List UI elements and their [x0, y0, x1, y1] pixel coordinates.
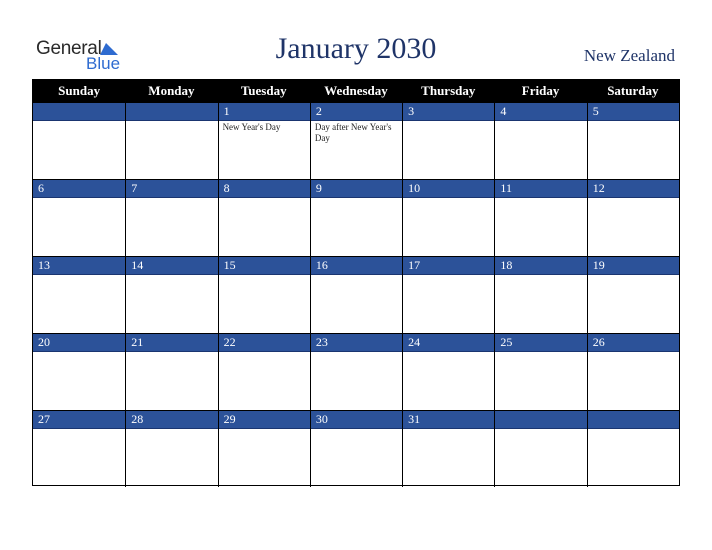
day-number: 31: [408, 412, 421, 426]
day-cell: [402, 410, 494, 487]
day-cell: [587, 410, 679, 487]
day-number-band: [219, 411, 310, 429]
day-cell: [125, 333, 217, 410]
weekday-saturday: Saturday: [607, 83, 659, 98]
day-cell: [33, 410, 125, 487]
day-cell: [587, 179, 679, 256]
day-number-band: [33, 411, 125, 429]
day-number: 23: [315, 335, 328, 349]
day-cell: [402, 179, 494, 256]
calendar-grid: [32, 79, 680, 486]
day-number-band: [126, 411, 217, 429]
day-number: 6: [38, 181, 44, 195]
day-number: 4: [500, 104, 507, 118]
day-number-band: [126, 103, 217, 121]
day-number-band: [588, 257, 679, 275]
weeks-container: [33, 102, 679, 487]
logo-word-blue: Blue: [86, 54, 121, 73]
day-cell: [218, 410, 310, 487]
day-number: 22: [223, 335, 236, 349]
day-number-band: [588, 180, 679, 198]
day-cell: [218, 179, 310, 256]
day-number: 18: [500, 258, 513, 272]
weekday-header: [33, 80, 679, 102]
day-cell: [125, 179, 217, 256]
weekday-thursday: Thursday: [421, 83, 476, 98]
day-number-band: [33, 257, 125, 275]
weekday-wednesday: Wednesday: [324, 83, 388, 98]
week-row: [33, 410, 679, 487]
day-number: 28: [131, 412, 144, 426]
day-number-band: [219, 180, 310, 198]
day-number-band: [403, 257, 494, 275]
day-cell: [218, 102, 310, 179]
day-number-band: [495, 103, 586, 121]
weekday-tuesday: Tuesday: [240, 83, 287, 98]
day-cell: [310, 179, 402, 256]
holiday-label: Day after New Year's Day: [314, 122, 392, 143]
week-row: [33, 333, 679, 410]
day-number: 11: [500, 181, 512, 195]
day-number-band: [311, 411, 402, 429]
day-cell: [587, 102, 679, 179]
day-number: 5: [592, 104, 599, 118]
day-number-band: [126, 334, 217, 352]
holiday-label: New Year's Day: [222, 122, 281, 132]
week-row: [33, 179, 679, 256]
country-label: New Zealand: [583, 46, 675, 65]
day-cell: [125, 410, 217, 487]
day-number: 20: [38, 335, 50, 349]
day-number-band: [33, 103, 125, 121]
day-cell: [310, 102, 402, 179]
day-number-band: [311, 180, 402, 198]
day-number: 7: [131, 181, 138, 195]
day-number: 14: [131, 258, 144, 272]
day-number-band: [495, 257, 586, 275]
calendar-title: January 2030: [275, 32, 437, 65]
weekday-monday: Monday: [148, 83, 195, 98]
day-number: 15: [223, 258, 236, 272]
day-cell: [494, 410, 586, 487]
day-number: 8: [223, 181, 230, 195]
day-number-band: [588, 411, 679, 429]
day-cell: [402, 333, 494, 410]
day-number-band: [311, 257, 402, 275]
day-cell: [310, 410, 402, 487]
day-number: 3: [408, 104, 415, 118]
day-cell: [33, 333, 125, 410]
day-cell: [33, 102, 125, 179]
day-cell: [218, 333, 310, 410]
day-cell: [125, 256, 217, 333]
logo-word-general: General: [36, 38, 102, 59]
day-number-band: [403, 334, 494, 352]
day-number-band: [403, 411, 494, 429]
day-number-band: [33, 180, 125, 198]
day-number: 30: [315, 412, 328, 426]
weekday-friday: Friday: [521, 83, 560, 98]
day-number: 9: [315, 181, 322, 195]
day-cell: [310, 333, 402, 410]
day-cell: [587, 333, 679, 410]
day-number: 1: [223, 104, 230, 118]
day-number: 21: [131, 335, 144, 349]
day-number-band: [126, 180, 217, 198]
day-cell: [125, 102, 217, 179]
day-cell: [402, 102, 494, 179]
day-cell: [494, 179, 586, 256]
day-number: 24: [408, 335, 421, 349]
day-number: 26: [592, 335, 605, 349]
day-number-band: [219, 257, 310, 275]
day-number-band: [495, 334, 586, 352]
day-cell: [587, 256, 679, 333]
day-number: 19: [592, 258, 605, 272]
day-number: 29: [223, 412, 236, 426]
day-number-band: [126, 257, 217, 275]
day-number-band: [311, 334, 402, 352]
day-number-band: [311, 103, 402, 121]
day-number-band: [219, 334, 310, 352]
day-number: 17: [408, 258, 421, 272]
day-number-band: [403, 103, 494, 121]
day-cell: [33, 256, 125, 333]
weekday-sunday: Sunday: [58, 83, 101, 98]
week-row: [33, 256, 679, 333]
day-cell: [494, 102, 586, 179]
day-number-band: [403, 180, 494, 198]
day-number: 25: [500, 335, 513, 349]
day-number: 2: [315, 104, 322, 118]
day-number-band: [495, 411, 586, 429]
day-cell: [310, 256, 402, 333]
day-number: 27: [38, 412, 50, 426]
day-number: 16: [315, 258, 328, 272]
day-number: 12: [592, 181, 605, 195]
week-row: [33, 102, 679, 179]
day-number: 10: [408, 181, 421, 195]
day-number-band: [33, 334, 125, 352]
day-number: 13: [38, 258, 50, 272]
day-number-band: [588, 334, 679, 352]
day-cell: [402, 256, 494, 333]
day-cell: [494, 333, 586, 410]
day-cell: [494, 256, 586, 333]
day-cell: [218, 256, 310, 333]
day-cell: [33, 179, 125, 256]
day-number-band: [219, 103, 310, 121]
day-number-band: [588, 103, 679, 121]
day-number-band: [495, 180, 586, 198]
